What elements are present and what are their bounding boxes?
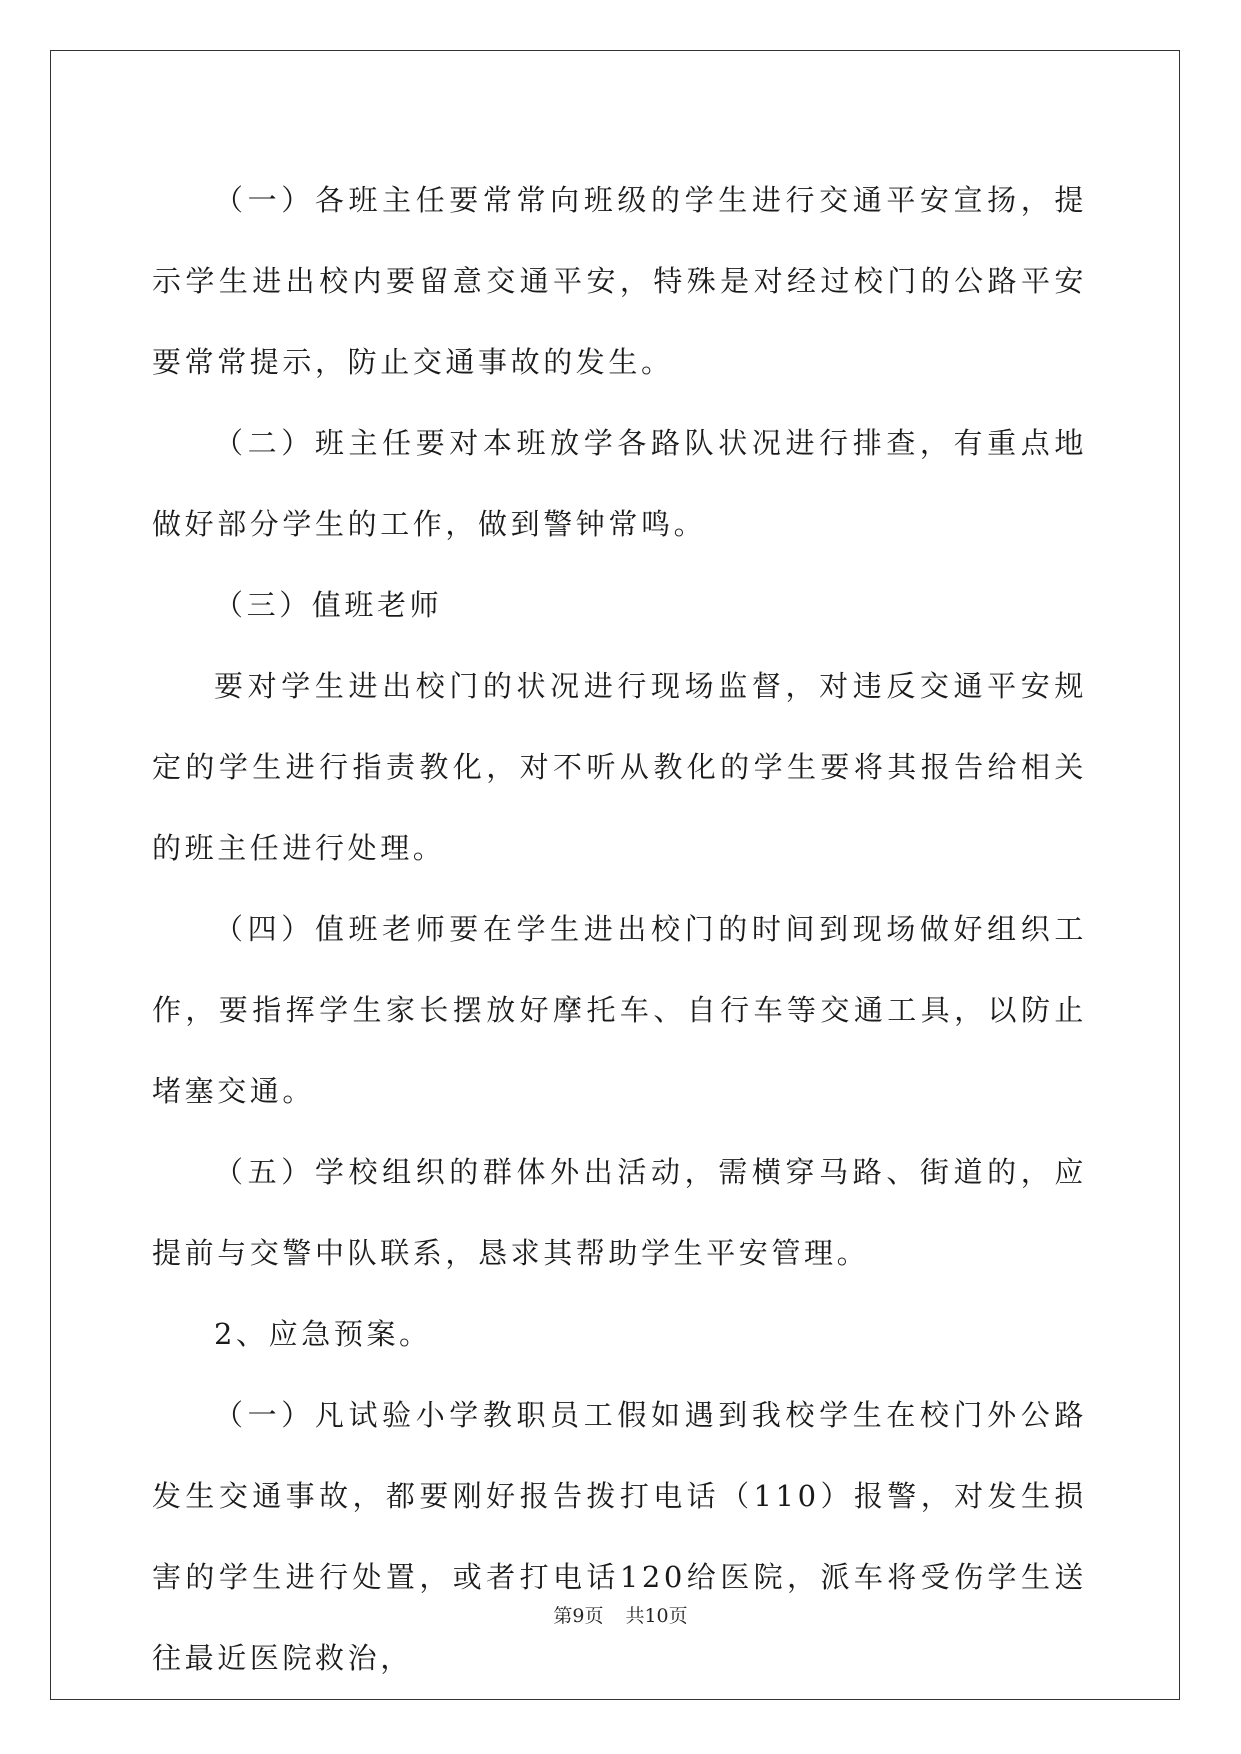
document-body bbox=[152, 160, 1087, 1699]
page-total: 共10页 bbox=[625, 1605, 688, 1627]
paragraph-5: （四）值班老师要在学生进出校门的时间到现场做好组织工作，要指挥学生家长摆放好摩托车、自行车等交通工具，以防止堵塞交通。 bbox=[152, 912, 1087, 1108]
page-number: 第9页 bbox=[553, 1605, 604, 1627]
paragraph-7: 2、应急预案。 bbox=[214, 1317, 432, 1351]
paragraph-8: （一）凡试验小学教职员工假如遇到我校学生在校门外公路发生交通事故，都要刚好报告拨打电话（110）报警，对发生损害的学生进行处置，或者打电话120给医院，派车将受伤学生送往最近医院救治， bbox=[152, 1398, 1087, 1675]
page-footer bbox=[0, 1601, 1241, 1628]
paragraph-2: （二）班主任要对本班放学各路队状况进行排查，有重点地做好部分学生的工作，做到警钟常鸣。 bbox=[152, 426, 1087, 541]
paragraph-3: （三）值班老师 bbox=[214, 588, 443, 622]
paragraph-1: （一）各班主任要常常向班级的学生进行交通平安宣扬，提示学生进出校内要留意交通平安，特殊是对经过校门的公路平安要常常提示，防止交通事故的发生。 bbox=[152, 183, 1087, 379]
paragraph-6: （五）学校组织的群体外出活动，需横穿马路、街道的，应提前与交警中队联系，恳求其帮助学生平安管理。 bbox=[152, 1155, 1087, 1270]
paragraph-4: 要对学生进出校门的状况进行现场监督，对违反交通平安规定的学生进行指责教化，对不听从教化的学生要将其报告给相关的班主任进行处理。 bbox=[152, 669, 1087, 865]
